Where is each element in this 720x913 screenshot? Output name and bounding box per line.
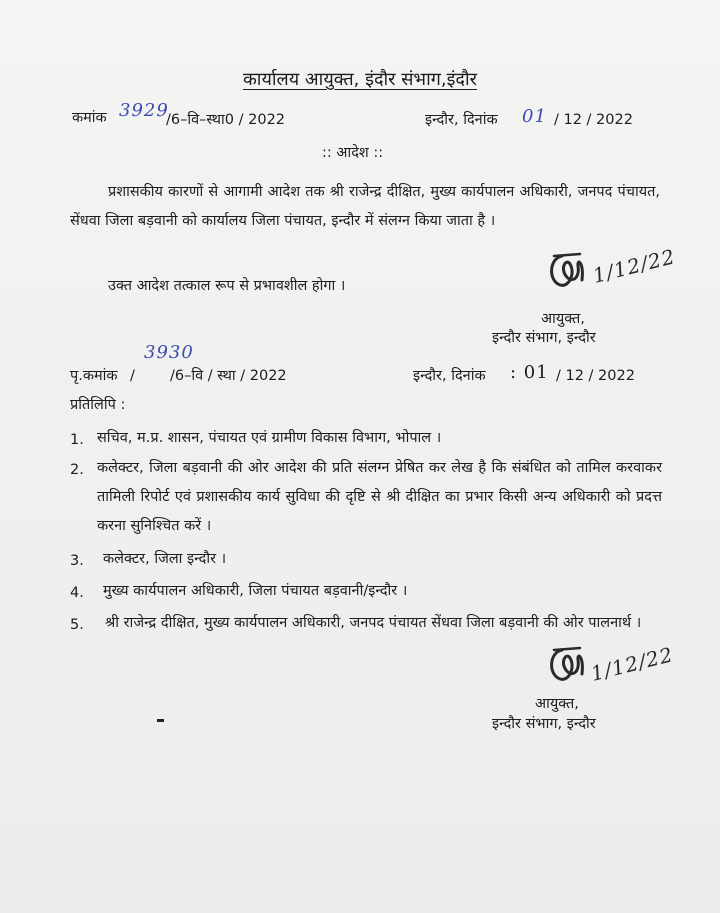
copy-ref-label: पृ.कमांक [70, 368, 118, 384]
order-effect: उक्त आदेश तत्काल रूप से प्रभावशील होगा । [108, 278, 346, 294]
copy-ref-number: 3930 [144, 342, 194, 363]
copy-item-5-text: श्री राजेन्द्र दीक्षित, मुख्य कार्यपालन अधिकारी, जनपद पंचायत सेंधवा जिला बड़वानी की ओर पालनार्थ । [105, 615, 642, 631]
signer-2-office: इन्दौर संभाग, इन्दौर [492, 716, 596, 732]
order-date-label: इन्दौर, दिनांक [425, 112, 498, 128]
copy-item-4-text: मुख्य कार्यपालन अधिकारी, जिला पंचायत बड़वानी/इन्दौर । [103, 583, 408, 599]
order-ref-label: कमांक [72, 110, 107, 126]
copy-ref-slash: / [130, 368, 135, 384]
signer-2-title: आयुक्त, [535, 696, 579, 712]
copy-item-4-num: 4. [70, 585, 84, 601]
signature-1-date: 1/12/22 [590, 244, 678, 288]
signature-2-date: 1/12/22 [588, 642, 676, 686]
order-body: प्रशासकीय कारणों से आगामी आदेश तक श्री राजेन्द्र दीक्षित, मुख्य कार्यपालन अधिकारी, जनपद पंचायत, सेंधवा जिला बड़वानी को कार्यालय जिला पंचायत, इन्दौर में संलग्न किया जाता है । [70, 184, 660, 229]
copy-item-1-text: सचिव, म.प्र. शासन, पंचायत एवं ग्रामीण विकास विभाग, भोपाल । [97, 430, 442, 446]
copy-item-3-num: 3. [70, 553, 84, 569]
copy-item-1-num: 1. [70, 432, 84, 448]
copy-date-label: इन्दौर, दिनांक [413, 368, 486, 384]
copies-heading: प्रतिलिपि : [70, 397, 126, 413]
order-ref-suffix: /6–वि–स्था0 / 2022 [166, 112, 286, 128]
copy-item-5-num: 5. [70, 617, 84, 633]
copy-item-2-text: कलेक्टर, जिला बड़वानी की ओर आदेश की प्रति संलग्न प्रेषित कर लेख है कि संबंधित को तामिल करवाकर तामिली रिपोर्ट एवं प्रशासकीय कार्य सुविधा की दृष्टि से श्री दीक्षित का प्रभार किसी अन्य अधिकारी को प्रदत्त करना सुनिश्चित करें । [97, 460, 662, 534]
order-heading: :: आदेश :: [322, 145, 384, 161]
copy-item-3-text: कलेक्टर, जिला इन्दौर । [103, 551, 227, 567]
signer-1-office: इन्दौर संभाग, इन्दौर [492, 330, 596, 346]
copy-item-2-num: 2. [70, 462, 84, 478]
signer-1-title: आयुक्त, [541, 311, 585, 327]
order-ref-number: 3929 [119, 100, 169, 121]
copy-ref-suffix: /6–वि / स्था / 2022 [170, 368, 287, 384]
order-date-rest: / 12 / 2022 [554, 112, 633, 128]
stray-mark [157, 719, 164, 722]
copy-date-day: : 01 [510, 362, 549, 383]
copy-date-rest: / 12 / 2022 [556, 368, 635, 384]
office-title: कार्यालय आयुक्त, इंदौर संभाग,इंदौर [242, 69, 478, 90]
order-date-day: 01 [522, 106, 547, 127]
